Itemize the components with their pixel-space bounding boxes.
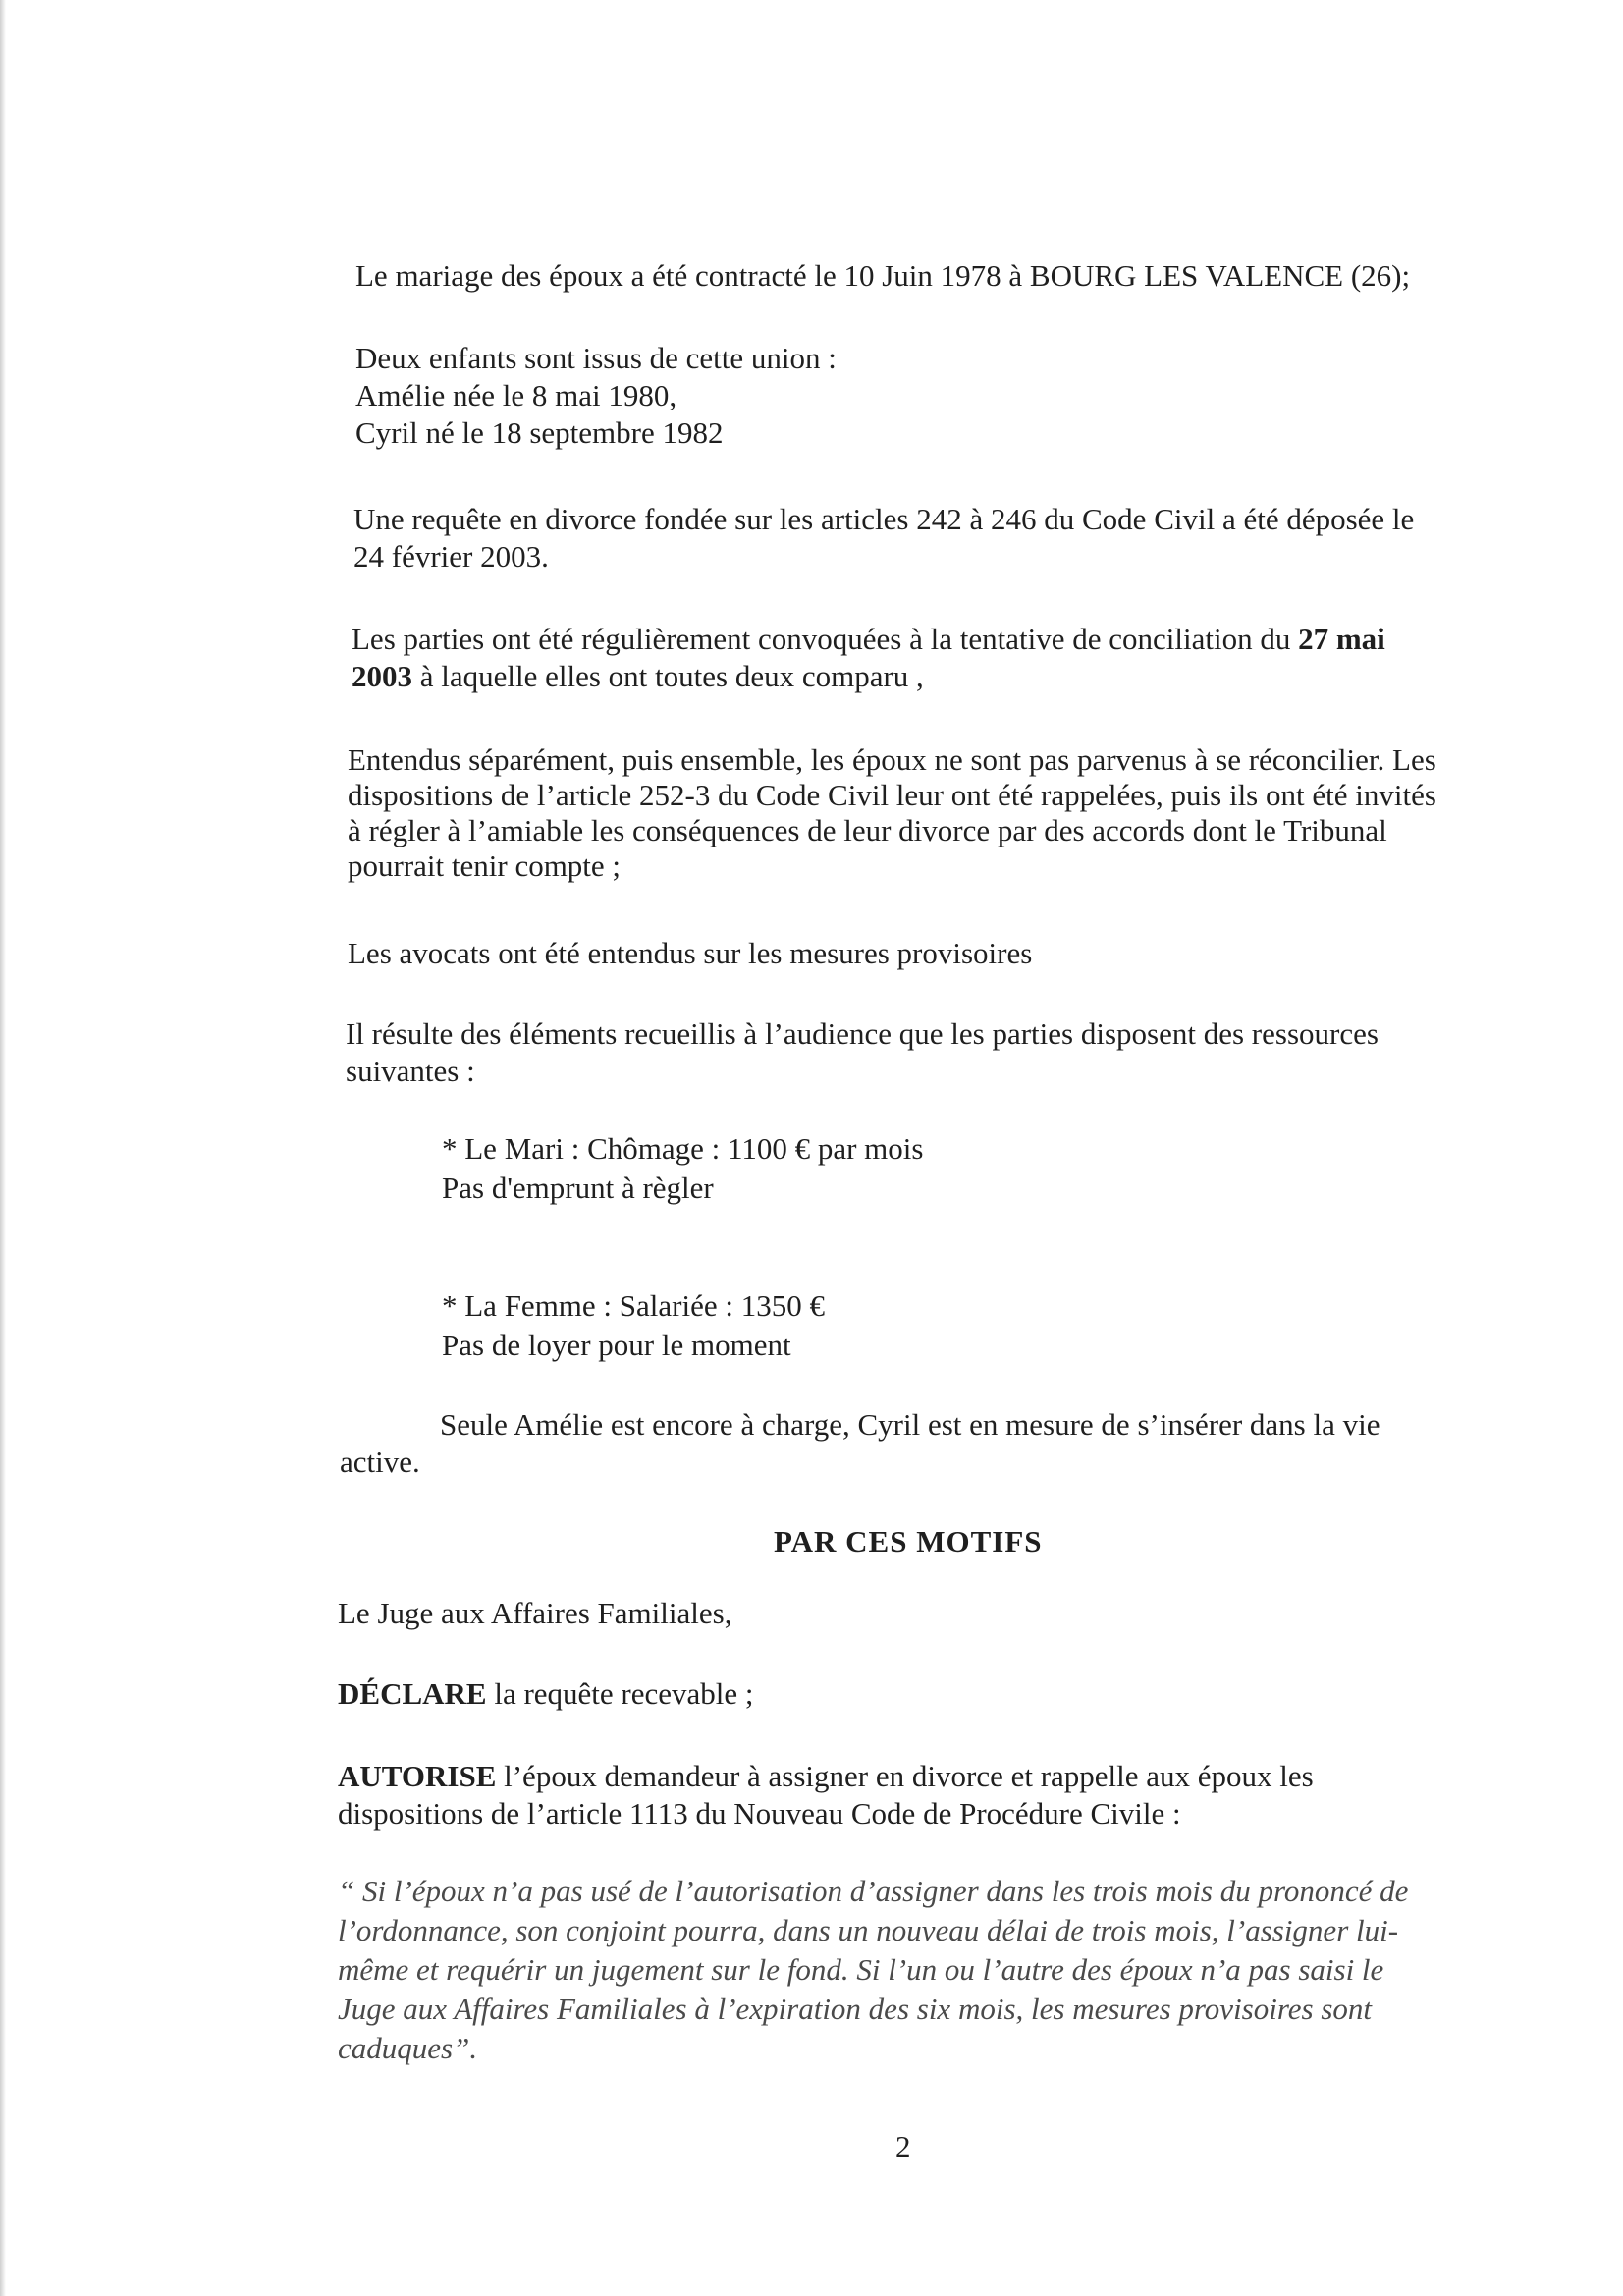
paragraph-mariage: Le mariage des époux a été contracté le 10 Juin 1978 à BOURG LES VALENCE (26); (355, 258, 1411, 293)
decision-juge: Le Juge aux Affaires Familiales, (338, 1596, 732, 1630)
decision-autorise: AUTORISE l’époux demandeur à assigner en divorce et rappelle aux époux les dispositions de l’article 1113 du Nouveau Code de Procédure Civile : (338, 1759, 1314, 1831)
ressources-mari: * Le Mari : Chômage : 1100 € par mois Pas d'emprunt à règler (442, 1131, 924, 1205)
paragraph-entendus: Entendus séparément, puis ensemble, les époux ne sont pas parvenus à se réconcilier. Les dispositions de l’article 252-3 du Code Civil leur ont été rappelées, puis ils ont été invités à régler à l’amiable les conséquences de leur divorce par des accords dont le Tribunal pourrait tenir compte ; (348, 742, 1436, 883)
paragraph-requete: Une requête en divorce fondée sur les articles 242 à 246 du Code Civil a été déposée le 24 février 2003. (353, 502, 1415, 574)
paragraph-resulte: Il résulte des éléments recueillis à l’audience que les parties disposent des ressources suivantes : (346, 1016, 1379, 1088)
paragraph-charge: Seule Amélie est encore à charge, Cyril est en mesure de s’insérer dans la vie active. (340, 1407, 1380, 1479)
section-heading: PAR CES MOTIFS (774, 1524, 1043, 1558)
ressources-femme: * La Femme : Salariée : 1350 € Pas de loyer pour le moment (442, 1288, 825, 1362)
paragraph-enfants (355, 340, 837, 452)
article-quote: “ Si l’époux n’a pas usé de l’autorisation d’assigner dans les trois mois du prononcé de l’ordonnance, son conjoint pourra, dans un nouveau délai de trois mois, l’assigner lui- même et requérir un jugement sur le fond. Si l’un ou l’autre des époux n’a pas saisi le Juge aux Affaires Familiales à l’expiration des six mois, les mesures provisoires sont caduques”. (338, 1874, 1409, 2065)
paragraph-avocats: Les avocats ont été entendus sur les mesures provisoires (348, 936, 1033, 970)
page-number: 2 (895, 2129, 911, 2163)
paragraph-convocation: Les parties ont été régulièrement convoquées à la tentative de conciliation du 27 mai 2003 à laquelle elles ont toutes deux comparu , (352, 622, 1385, 693)
decision-declare: DÉCLARE la requête recevable ; (338, 1676, 754, 1711)
enfant-cyril: Cyril né le 18 septembre 1982 (355, 415, 724, 450)
scan-edge (0, 0, 6, 2296)
enfants-intro: Deux enfants sont issus de cette union : (355, 341, 837, 375)
enfant-amelie: Amélie née le 8 mai 1980, (355, 378, 677, 412)
